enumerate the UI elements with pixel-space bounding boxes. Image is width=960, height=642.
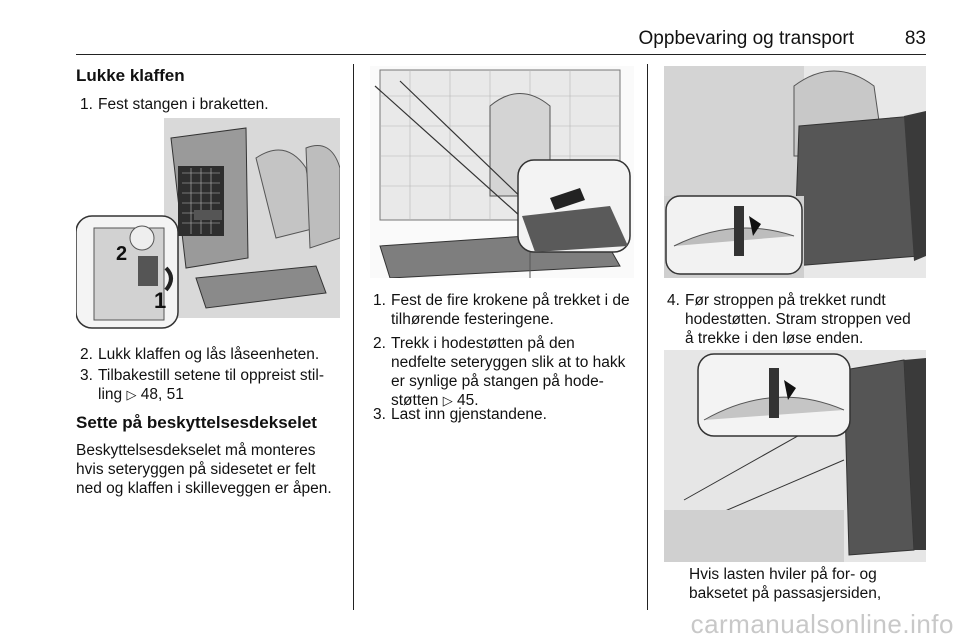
list-text: Last inn gjenstandene. xyxy=(391,406,547,423)
list-number: 3. xyxy=(373,406,386,423)
list-number: 3. xyxy=(80,367,93,384)
watermark: carmanualsonline.info xyxy=(690,609,954,639)
column-divider-2 xyxy=(647,64,648,610)
section-title: Oppbevaring og transport xyxy=(638,28,854,49)
heading-close-flap: Lukke klaffen xyxy=(76,66,185,85)
arrow-reference-icon: ▷ xyxy=(126,388,137,403)
text-line: hvis seteryggen på sidesetet er felt xyxy=(76,461,316,478)
figure-close-flap xyxy=(76,118,340,330)
text-line: ned og klaffen i skilleveggen er åpen. xyxy=(76,480,332,497)
figure-strap-tension xyxy=(664,350,926,562)
figure-label-1: 1 xyxy=(154,288,167,313)
page-number: 83 xyxy=(904,28,926,49)
list-item xyxy=(80,366,350,406)
list-number: 4. xyxy=(667,292,680,309)
list-text: å trekke i den løse enden. xyxy=(685,330,864,347)
header-rule xyxy=(76,54,926,55)
column-divider-1 xyxy=(353,64,354,610)
text-line: Hvis lasten hviler på for- og xyxy=(689,566,877,583)
list-text: Før stroppen på trekket rundt xyxy=(685,292,886,309)
list-text: tilhørende festeringene. xyxy=(391,311,554,328)
list-text: Trekk i hodestøtten på den xyxy=(391,335,575,352)
paragraph xyxy=(76,441,351,498)
list-text: Tilbakestill setene til oppreist stil- xyxy=(98,367,324,384)
list-number: 2. xyxy=(373,335,386,352)
page-header xyxy=(76,14,926,49)
paragraph xyxy=(689,565,929,603)
list-text: Fest de fire krokene på trekket i de xyxy=(391,292,630,309)
figure-label-2: 2 xyxy=(116,243,128,265)
arrow-reference-icon: ▷ xyxy=(442,394,453,409)
list-item xyxy=(373,291,645,331)
list-number: 2. xyxy=(80,346,93,363)
page-reference: 48, 51 xyxy=(140,386,184,403)
text-line: baksetet på passasjersiden, xyxy=(689,585,882,602)
list-text: Lukk klaffen og lås låseenheten. xyxy=(98,346,320,363)
figure-strap-side xyxy=(664,66,926,278)
list-text: ling xyxy=(98,386,127,403)
list-text: er synlige på stangen på hode- xyxy=(391,373,604,390)
text-line: Beskyttelsesdekselet må monteres xyxy=(76,442,316,459)
list-number: 1. xyxy=(373,292,386,309)
page-reference: 45. xyxy=(457,392,479,409)
figure-cover-hooks xyxy=(370,66,634,278)
list-text: Fest stangen i braketten. xyxy=(98,96,269,113)
list-text: nedfelte seteryggen slik at to hakk xyxy=(391,354,626,371)
list-item xyxy=(373,334,645,414)
list-number: 1. xyxy=(80,96,93,113)
list-text: hodestøtten. Stram stroppen ved xyxy=(685,311,911,328)
heading-install-cover: Sette på beskyttelsesdekselet xyxy=(76,413,317,432)
list-item xyxy=(667,291,937,351)
list-text: støtten xyxy=(391,392,443,409)
